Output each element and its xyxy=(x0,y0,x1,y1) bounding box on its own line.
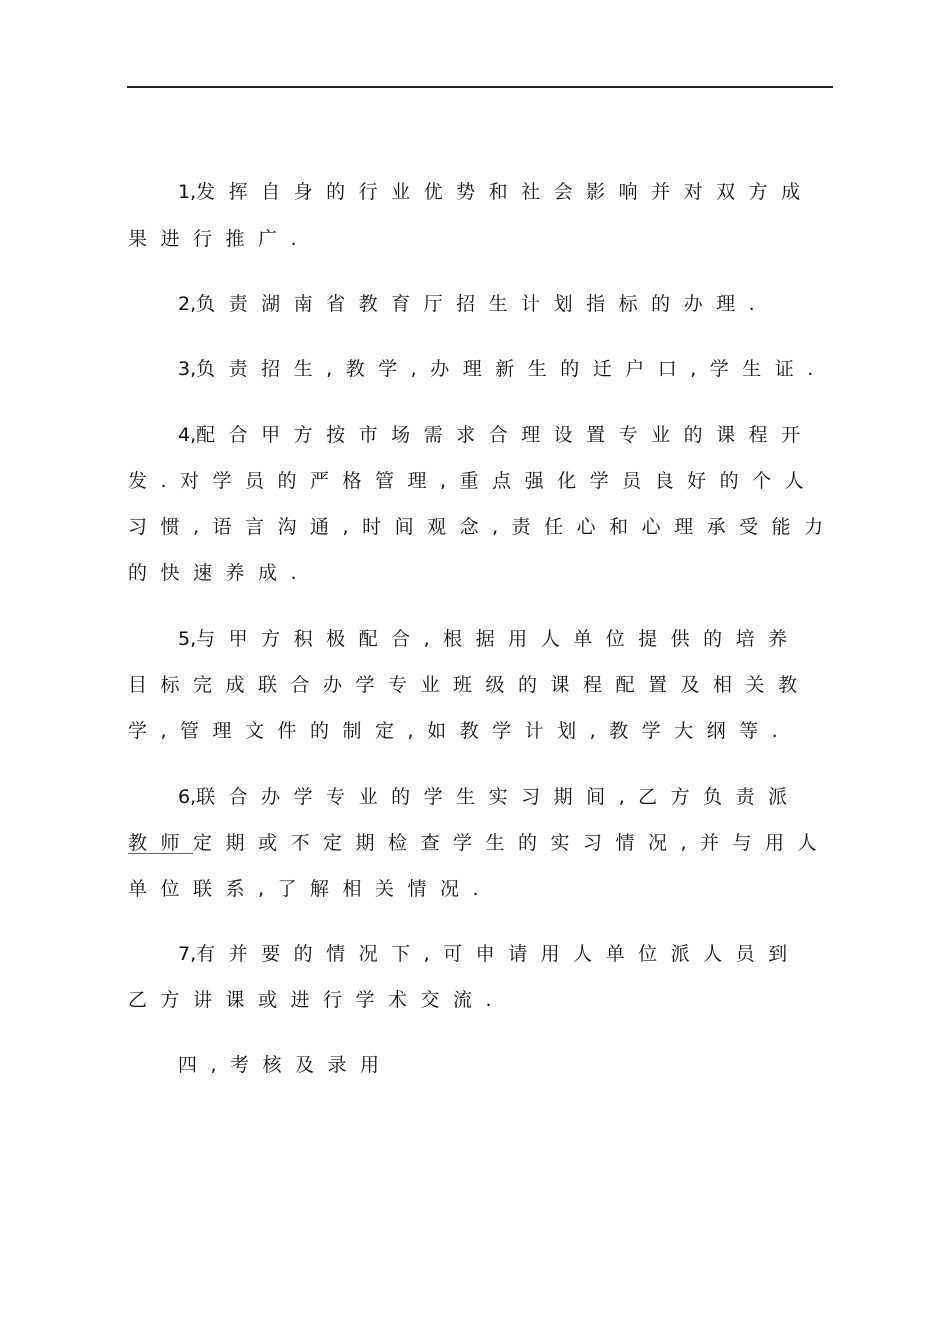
paragraph-5-line-3: 学,管理文件的制定,如教学计划,教学大纲等. xyxy=(128,720,792,742)
paragraph-6-line-3: 单位联系,了解相关情况. xyxy=(128,878,493,900)
paragraph-5-line-1 xyxy=(178,627,838,651)
paragraph-4-line-1 xyxy=(178,423,838,447)
paragraph-2-text: 负责湖南省教育厅招生计划指标的办理. xyxy=(196,293,769,315)
paragraph-7-line-1 xyxy=(178,942,838,966)
paragraph-7-text: 有并要的情况下,可申请用人单位派人员到 xyxy=(196,943,801,965)
paragraph-2-line-1 xyxy=(178,292,838,316)
paragraph-5-text: 与甲方积极配合,根据用人单位提供的培养 xyxy=(196,628,801,650)
paragraph-6-line-1 xyxy=(178,785,838,809)
paragraph-4-number: 4, xyxy=(178,424,197,446)
paragraph-4-line-3: 习惯,语言沟通,时间观念,责任心和心理承受能力 xyxy=(128,516,837,538)
paragraph-6-text: 联合办学专业的学生实习期间,乙方负责派 xyxy=(196,786,801,808)
section-heading: 四,考核及录用 xyxy=(178,1054,393,1076)
paragraph-7-number: 7, xyxy=(178,943,197,965)
paragraph-4-text: 配合甲方按市场需求合理设置专业的课程开 xyxy=(196,424,814,446)
paragraph-3-text: 负责招生,教学,办理新生的迁户口,学生证. xyxy=(196,358,827,380)
paragraph-6-line-2 xyxy=(128,831,838,855)
header-rule xyxy=(127,86,833,88)
paragraph-4-line-2: 发.对学员的严格管理,重点强化学员良好的个人 xyxy=(128,470,818,492)
paragraph-2-number: 2, xyxy=(178,293,197,315)
paragraph-3-line-1 xyxy=(178,357,838,381)
paragraph-6-line-2-text: 定期或不定期检查学生的实习情况,并与用人 xyxy=(193,832,831,854)
teacher-link[interactable]: 教师 xyxy=(128,832,194,854)
paragraph-5-number: 5, xyxy=(178,628,197,650)
paragraph-6-number: 6, xyxy=(178,786,197,808)
paragraph-5-line-2: 目标完成联合办学专业班级的课程配置及相关教 xyxy=(128,674,811,696)
paragraph-4-line-4: 的快速养成. xyxy=(128,562,311,584)
paragraph-1-text: 发挥自身的行业优势和社会影响并对双方成 xyxy=(196,181,814,203)
paragraph-7-line-2: 乙方讲课或进行学术交流. xyxy=(128,989,506,1011)
paragraph-1-line-2: 果进行推广. xyxy=(128,228,311,250)
paragraph-1-line-1 xyxy=(178,180,838,204)
paragraph-3-number: 3, xyxy=(178,358,197,380)
paragraph-1-number: 1, xyxy=(178,181,197,203)
